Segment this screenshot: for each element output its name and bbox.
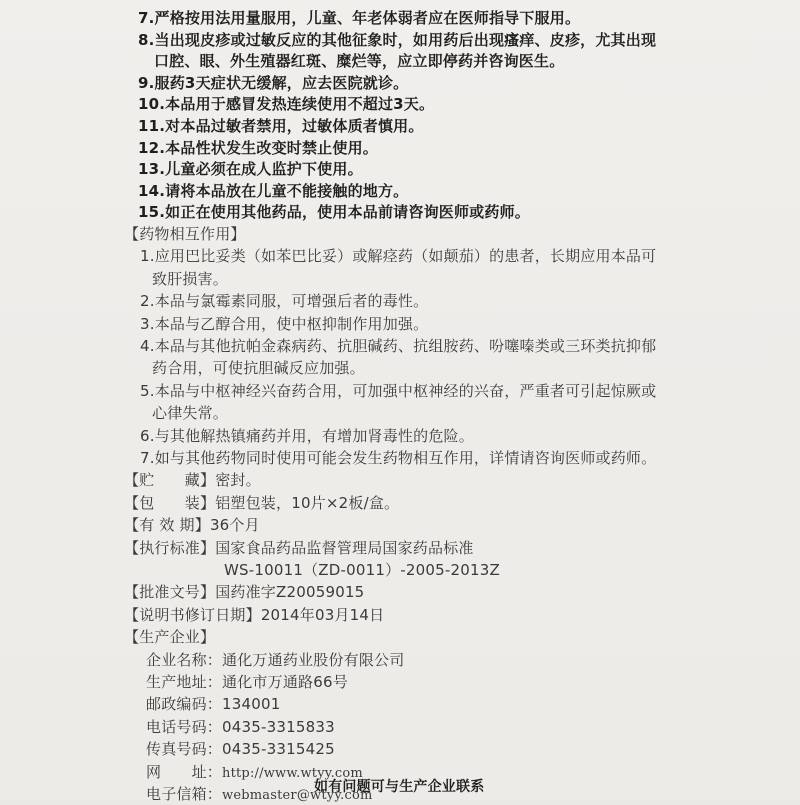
- manufacturer-email-value[interactable]: webmaster@wtyy.com: [222, 788, 373, 803]
- manufacturer-phone-value: 0435-3315833: [222, 718, 335, 736]
- manufacturer-postcode-label: 邮政编码：: [146, 695, 223, 713]
- manufacturer-email-label: 电子信箱：: [146, 785, 223, 803]
- standard-code: WS-10011（ZD-0011）-2005-2013Z: [224, 561, 500, 579]
- precaution-8-cont: 口腔、眼、外生殖器红斑、糜烂等，应立即停药并咨询医生。: [154, 52, 565, 71]
- precaution-15: 15.如正在使用其他药品，使用本品前请咨询医师或药师。: [138, 203, 530, 222]
- storage-label: 【贮 藏】: [124, 471, 216, 489]
- revision-label: 【说明书修订日期】: [124, 606, 261, 624]
- standard-value: 国家食品药品监督管理局国家药品标准: [215, 539, 474, 557]
- approval-value: 国药准字Z20059015: [215, 583, 365, 601]
- validity-label: 【有 效 期】: [124, 516, 210, 534]
- precaution-13: 13.儿童必须在成人监护下使用。: [138, 160, 363, 179]
- interaction-3: 3.本品与乙醇合用，使中枢抑制作用加强。: [140, 315, 429, 333]
- validity-row: [124, 516, 260, 535]
- precaution-12: 12.本品性状发生改变时禁止使用。: [138, 138, 378, 157]
- interaction-7: 7.如与其他药物同时使用可能会发生药物相互作用，详情请咨询医师或药师。: [140, 449, 657, 467]
- revision-row: [124, 606, 384, 625]
- precaution-7: 7.严格按用法用量服用，儿童、年老体弱者应在医师指导下服用。: [138, 9, 581, 27]
- validity-value: 36个月: [209, 516, 260, 534]
- manufacturer-website-label: 网 址：: [146, 763, 223, 781]
- manufacturer-fax-value: 0435-3315425: [222, 740, 335, 758]
- manufacturer-phone-row: [146, 718, 335, 737]
- manufacturer-address-value: 通化市万通路66号: [222, 673, 348, 691]
- precaution-10: 10.本品用于感冒发热连续使用不超过3天。: [138, 95, 435, 114]
- interaction-1: 1.应用巴比妥类（如苯巴比妥）或解痉药（如颠茄）的患者，长期应用本品可: [140, 247, 657, 265]
- approval-label: 【批准文号】: [124, 583, 216, 601]
- manufacturer-fax-row: [146, 740, 335, 759]
- precaution-11: 11.对本品过敏者禁用，过敏体质者慎用。: [138, 117, 424, 135]
- interactions-heading: 【药物相互作用】: [124, 225, 246, 243]
- manufacturer-address-row: [146, 673, 348, 692]
- package-label: 【包 装】: [124, 494, 216, 512]
- contact-footer: 如有问题可与生产企业联系: [314, 779, 485, 795]
- manufacturer-postcode-value: 134001: [222, 695, 281, 713]
- manufacturer-postcode-row: [146, 695, 280, 714]
- interaction-4-cont: 药合用，可使抗胆碱反应加强。: [152, 359, 365, 377]
- manufacturer-name-value: 通化万通药业股份有限公司: [222, 651, 405, 669]
- interaction-5: 5.本品与中枢神经兴奋药合用，可加强中枢神经的兴奋，严重者可引起惊厥或: [140, 382, 657, 400]
- manufacturer-name-row: [146, 651, 404, 670]
- precaution-9: 9.服药3天症状无缓解，应去医院就诊。: [138, 73, 409, 92]
- interaction-6: 6.与其他解热镇痛药并用，有增加肾毒性的危险。: [140, 427, 474, 445]
- precaution-14: 14.请将本品放在儿童不能接触的地方。: [138, 181, 409, 200]
- manufacturer-heading: 【生产企业】: [124, 628, 216, 646]
- interaction-4: 4.本品与其他抗帕金森病药、抗胆碱药、抗组胺药、吩噻嗪类或三环类抗抑郁: [140, 337, 657, 355]
- manufacturer-phone-label: 电话号码：: [146, 718, 223, 736]
- standard-row: [124, 539, 474, 558]
- manufacturer-name-label: 企业名称：: [146, 651, 223, 669]
- interaction-5-cont: 心律失常。: [152, 404, 229, 422]
- interaction-2: 2.本品与氯霉素同服，可增强后者的毒性。: [140, 292, 429, 310]
- manufacturer-fax-label: 传真号码：: [146, 740, 223, 758]
- manufacturer-website-value[interactable]: http://www.wtyy.com: [222, 766, 363, 781]
- approval-row: [124, 583, 364, 602]
- storage-value: 密封。: [215, 471, 261, 489]
- package-value: 铝塑包装，10片×2板/盒。: [215, 494, 400, 512]
- precaution-8: 8.当出现皮疹或过敏反应的其他征象时，如用药后出现瘙痒、皮疹，尤其出现: [138, 30, 657, 49]
- manufacturer-address-label: 生产地址：: [146, 673, 223, 691]
- package-row: [124, 494, 399, 513]
- storage-row: [124, 471, 261, 490]
- standard-label: 【执行标准】: [124, 539, 216, 557]
- revision-value: 2014年03月14日: [260, 606, 385, 624]
- interaction-1-cont: 致肝损害。: [152, 270, 229, 288]
